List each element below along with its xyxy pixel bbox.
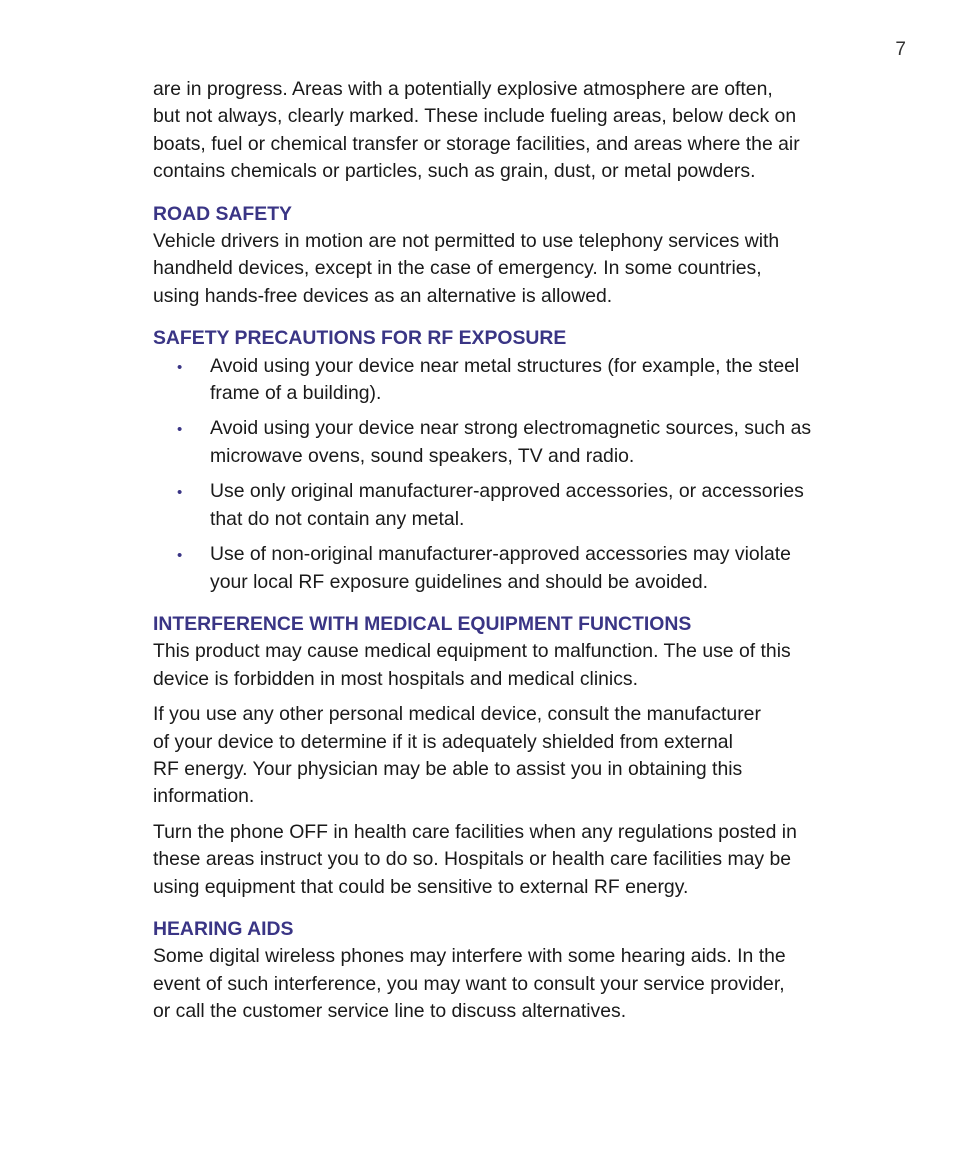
text-line: Some digital wireless phones may interfere with some hearing aids. In the <box>153 945 786 968</box>
text-line: or call the customer service line to discuss alternatives. <box>153 1000 627 1023</box>
text-line: are in progress. Areas with a potentially explosive atmosphere are often, <box>153 78 773 100</box>
medical-paragraph <box>153 819 868 901</box>
text-line: boats, fuel or chemical transfer or storage facilities, and areas where the air <box>153 132 800 155</box>
text-line: using hands-free devices as an alternative is allowed. <box>153 284 613 307</box>
list-item <box>153 415 868 470</box>
text-line: device is forbidden in most hospitals and medical clinics. <box>153 667 639 690</box>
text-line: Use of non-original manufacturer-approved accessories may violate <box>210 543 791 566</box>
page-content <box>153 76 868 1026</box>
list-item <box>153 478 868 533</box>
medical-heading: INTERFERENCE WITH MEDICAL EQUIPMENT FUNCTIONS <box>153 612 692 635</box>
text-line: these areas instruct you to do so. Hospitals or health care facilities may be <box>153 848 792 871</box>
text-line: handheld devices, except in the case of emergency. In some countries, <box>153 257 762 280</box>
text-line: but not always, clearly marked. These include fueling areas, below deck on <box>153 105 797 128</box>
text-line: contains chemicals or particles, such as grain, dust, or metal powders. <box>153 160 756 183</box>
hearing-aids-heading: HEARING AIDS <box>153 917 294 940</box>
list-item <box>153 353 868 408</box>
text-line: microwave ovens, sound speakers, TV and radio. <box>210 444 635 467</box>
text-line: event of such interference, you may want to consult your service provider, <box>153 972 785 995</box>
page-number: 7 <box>895 39 906 60</box>
text-line: RF energy. Your physician may be able to assist you in obtaining this <box>153 757 743 780</box>
text-line: Turn the phone OFF in health care facilities when any regulations posted in <box>153 820 797 843</box>
text-line: Use only original manufacturer-approved accessories, or accessories <box>210 480 804 503</box>
bullet-icon: • <box>177 547 183 565</box>
text-line: of your device to determine if it is adequately shielded from external <box>153 730 733 753</box>
text-line: information. <box>153 785 255 808</box>
text-line: Vehicle drivers in motion are not permitted to use telephony services with <box>153 230 780 253</box>
text-line: Avoid using your device near metal structures (for example, the steel <box>210 354 800 377</box>
road-safety-paragraph <box>153 228 868 310</box>
text-line: If you use any other personal medical device, consult the manufacturer <box>153 703 761 726</box>
rf-exposure-list <box>153 353 868 596</box>
bullet-icon: • <box>177 484 183 502</box>
text-line: frame of a building). <box>210 382 382 405</box>
bullet-icon: • <box>177 421 183 439</box>
road-safety-heading: ROAD SAFETY <box>153 202 292 225</box>
text-line: Avoid using your device near strong electromagnetic sources, such as <box>210 417 812 440</box>
text-line: that do not contain any metal. <box>210 507 465 530</box>
text-line: your local RF exposure guidelines and should be avoided. <box>210 570 709 593</box>
hearing-aids-paragraph <box>153 943 868 1025</box>
medical-paragraph <box>153 638 868 693</box>
rf-exposure-heading: SAFETY PRECAUTIONS FOR RF EXPOSURE <box>153 327 567 350</box>
medical-paragraph <box>153 701 868 811</box>
bullet-icon: • <box>177 358 183 376</box>
text-line: This product may cause medical equipment to malfunction. The use of this <box>153 640 791 663</box>
intro-paragraph <box>153 76 868 186</box>
list-item <box>153 541 868 596</box>
text-line: using equipment that could be sensitive to external RF energy. <box>153 875 689 898</box>
